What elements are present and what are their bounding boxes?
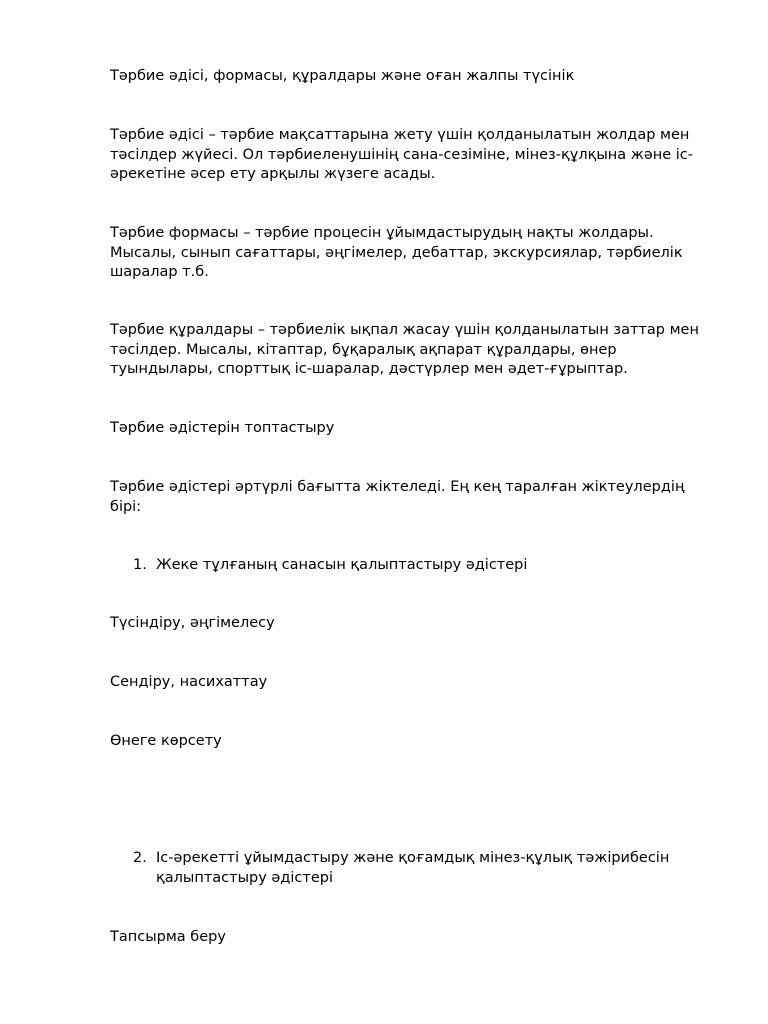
paragraph-means-definition: Тәрбие құралдары – тәрбиелік ықпал жасау үшін қолданылатын заттар мен тәсілдер. Мысалы, кітаптар, бұқаралық ақпарат құралдары, өнер туындылары, спорттық іс-шаралар, дәстүрлер мен әдет-ғұрыптар. xyxy=(110,322,699,377)
list-item-text: Іс-әрекетті ұйымдастыру және қоғамдық мінез-құлық тәжірибесін қалыптастыру әдістері xyxy=(156,850,670,886)
list-number: 2. xyxy=(133,850,147,866)
list-item-2 xyxy=(133,849,713,888)
method-item: Өнеге көрсету xyxy=(110,733,222,749)
method-item: Түсіндіру, әңгімелесу xyxy=(110,615,275,631)
paragraph-grouping-intro: Тәрбие әдістері әртүрлі бағытта жіктеледі. Ең кең таралған жіктеулердің бірі: xyxy=(110,479,685,515)
paragraph-form-definition: Тәрбие формасы – тәрбие процесін ұйымдастырудың нақты жолдары. Мысалы, сынып сағаттары, әңгімелер, дебаттар, экскурсиялар, тәрбиелік шаралар т.б. xyxy=(110,225,683,280)
paragraph-method-definition: Тәрбие әдісі – тәрбие мақсаттарына жету үшін қолданылатын жолдар мен тәсілдер жүйесі. Ол тәрбиеленушінің сана-сезіміне, мінез-құлқына және іс-әрекетіне әсер ету арқылы жүзеге асады. xyxy=(110,127,693,182)
list-item-1 xyxy=(133,556,713,576)
heading-method-grouping: Тәрбие әдістерін топтастыру xyxy=(110,420,335,436)
document-title: Тәрбие әдісі, формасы, құралдары және оған жалпы түсінік xyxy=(110,68,575,84)
list-item-text: Жеке тұлғаның санасын қалыптастыру әдістері xyxy=(156,557,528,573)
list-number: 1. xyxy=(133,557,147,573)
method-item: Сендіру, насихаттау xyxy=(110,674,268,690)
method-item: Тапсырма беру xyxy=(110,929,226,945)
